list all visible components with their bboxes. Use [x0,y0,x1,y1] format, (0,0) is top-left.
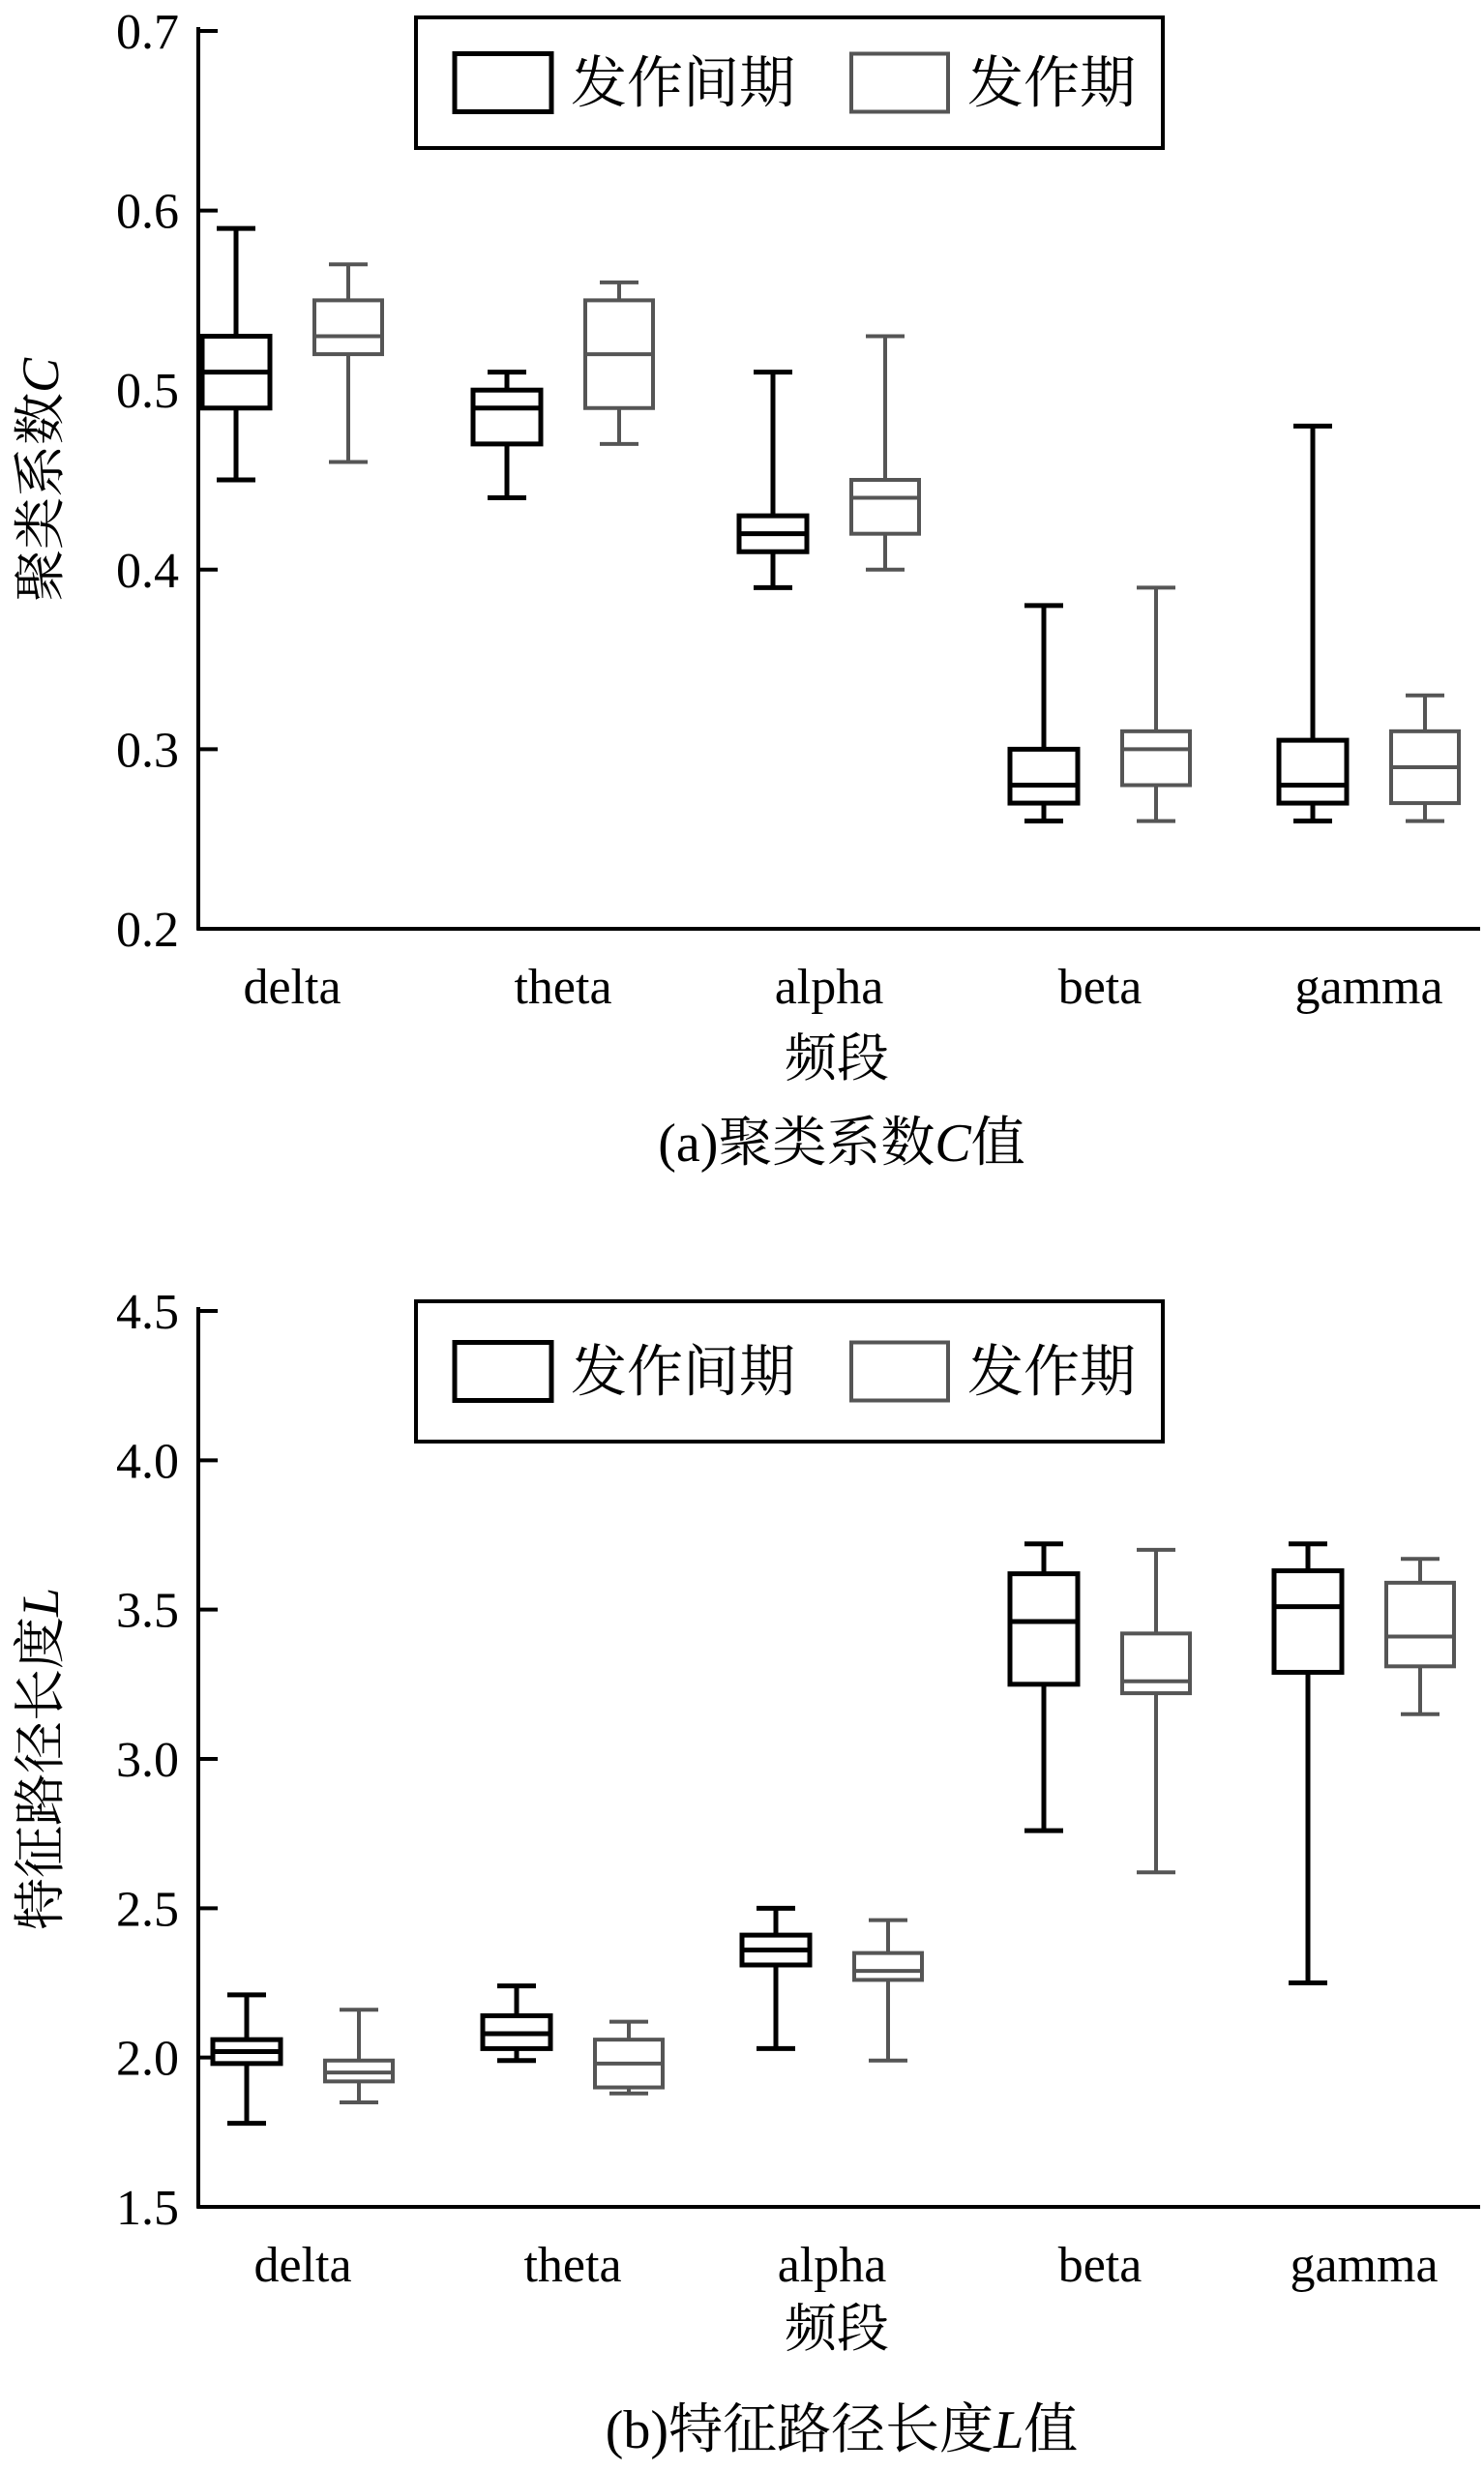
x-tick-label: delta [243,960,341,1015]
box-iqr [1386,1583,1454,1666]
y-axis-label-part: 聚类系数 [12,393,70,603]
y-tick-label: 4.0 [116,1434,179,1490]
y-tick-label: 0.6 [116,184,179,240]
y-tick-label: 0.3 [116,723,179,779]
y-tick-label: 2.0 [116,2031,179,2087]
y-tick-label: 0.2 [116,903,179,958]
y-tick-label: 3.5 [116,1583,179,1639]
y-tick-label: 3.0 [116,1733,179,1788]
box-iqr [851,480,919,534]
legend-swatch [455,54,551,112]
y-axis-label-part: L [12,1587,70,1618]
box-iqr [1122,1633,1190,1693]
x-tick-label: alpha [777,2238,887,2293]
chart-caption-part: C [935,1114,971,1174]
x-tick-label: gamma [1294,960,1443,1015]
y-axis-label-part: C [12,357,70,394]
y-tick-label: 0.5 [116,364,179,420]
y-tick-label: 1.5 [116,2181,179,2236]
legend-label: 发作期 [967,1340,1137,1404]
x-tick-label: delta [253,2238,352,2293]
box-iqr [1010,749,1078,803]
box-iqr [473,390,541,444]
y-axis-label [12,357,70,602]
legend-label: 发作间期 [571,51,796,115]
box-iqr [314,300,382,354]
box-iqr [1122,731,1190,786]
x-tick-label: theta [523,2238,622,2293]
x-axis-label: 频段 [785,2300,889,2358]
legend-label: 发作间期 [571,1340,796,1404]
y-tick-label: 0.4 [116,543,179,599]
chart-caption [658,1114,1025,1174]
chart-caption [606,2400,1078,2460]
legend-swatch [851,1343,948,1401]
chart-caption-part: 值 [970,1114,1025,1174]
y-axis-label [12,1588,70,1930]
chart-caption-part: (a)聚类系数 [658,1114,935,1174]
legend-swatch [455,1343,551,1401]
x-tick-label: beta [1057,2238,1143,2293]
chart-caption-part: (b)特征路径长度 [605,2400,994,2460]
chart-caption-part: L [994,2400,1024,2460]
y-axis-label-part: 特征路径长度 [12,1617,70,1931]
x-tick-label: gamma [1290,2238,1439,2293]
legend-label: 发作期 [967,51,1137,115]
x-tick-label: beta [1057,960,1143,1015]
box-iqr [854,1953,922,1980]
x-axis-label: 频段 [785,1029,889,1087]
y-tick-label: 2.5 [116,1882,179,1938]
box-iqr [1274,1571,1342,1673]
x-tick-label: theta [514,960,612,1015]
x-tick-label: alpha [774,960,884,1015]
y-tick-label: 4.5 [116,1285,179,1340]
y-tick-label: 0.7 [116,5,179,60]
box-iqr [1279,740,1347,803]
box-iqr [1010,1574,1078,1684]
legend-swatch [851,54,948,112]
chart-caption-part: 值 [1024,2400,1079,2460]
